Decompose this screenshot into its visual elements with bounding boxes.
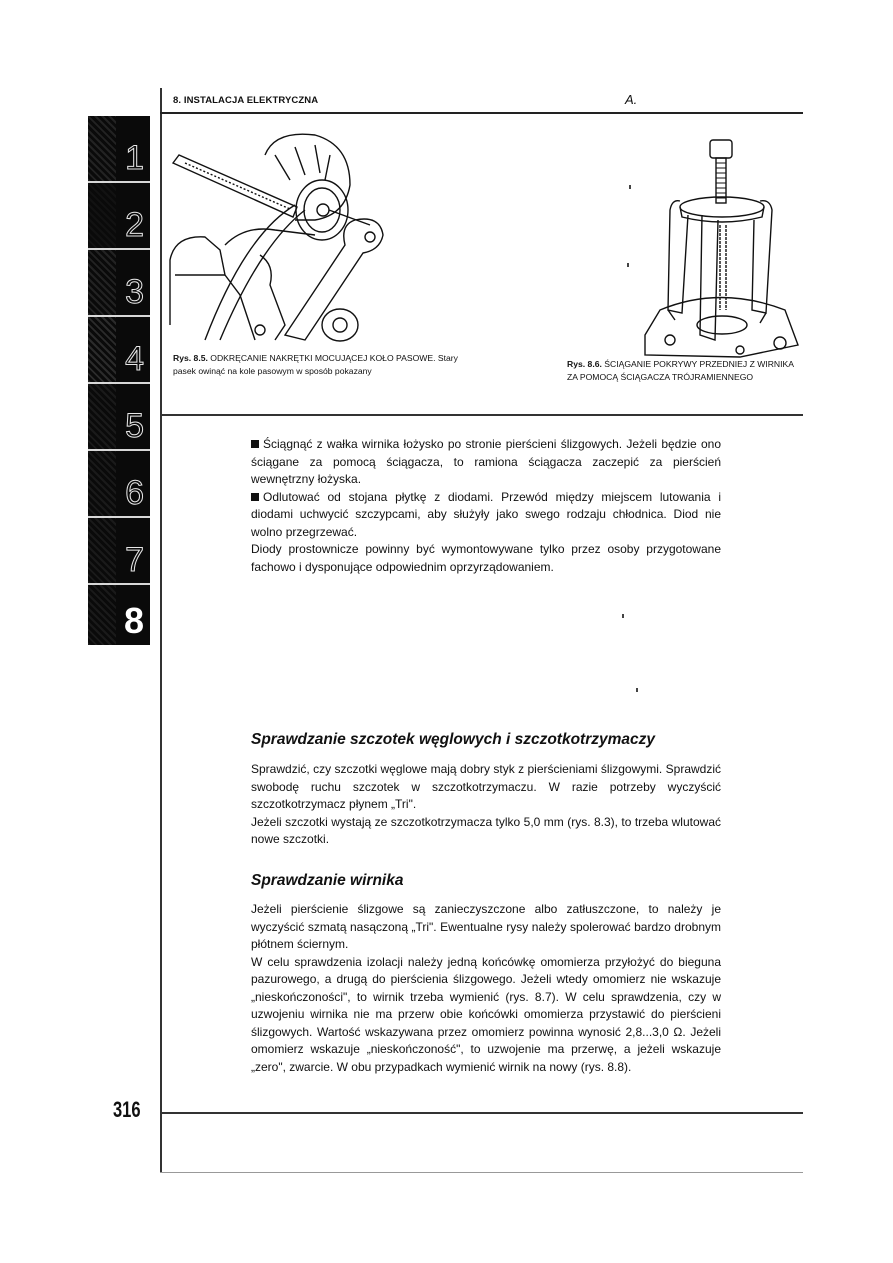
page-number: 316 [113,1097,141,1122]
section-paragraph: W celu sprawdzenia izolacji należy jedną końcówkę omomierza przyłożyć do bieguna pazurowego, a drugą do pierścienia ślizgowego. Jeżeli wtedy omomierz nie wskazuje „nieskończoności", to wirnik trzeba wymienić (rys. 8.7). W celu sprawdzenia, czy w uzwojeniu wirnika nie ma przerw obie końcówki omomierza przystawić do pierścieni ślizgowych. Wartość wskazywana przez omomierz powinna wynosić 2,8...3,0 Ω. Jeżeli omomierz wskazuje „nieskończoność", to uzwojenie ma przerwę, a jeżeli wskazuje „zero", zwarcie. W obu przypadkach wymienić wirnik na nowy (rys. 8.8). [251,954,721,1074]
chapter-tab-8-active[interactable] [88,585,150,645]
chapter-tab-strip [88,116,150,645]
chapter-tab-1[interactable] [88,116,150,183]
chapter-tab-4[interactable] [88,317,150,384]
section-paragraph: Sprawdzić, czy szczotki węglowe mają dobry styk z pierścieniami ślizgowymi. Sprawdzić swobodę ruchu szczotek w szczotkotrzymaczu. W razie potrzeby wyczyścić szczotkotrzymacz płynem „Tri". [251,762,721,811]
chapter-tab-number: 5 [125,407,144,445]
section-rotor-body [251,901,721,1076]
section-paragraph: Jeżeli pierścienie ślizgowe są zanieczyszczone albo zatłuszczone, to należy je wyczyścić szmatą nasączoną „Tri". Ewentualne rysy należy spolerować bardzo drobnym płótnem ściernym. [251,902,721,951]
tab-texture [88,183,116,248]
chapter-tab-7[interactable] [88,518,150,585]
chapter-tab-number: 7 [125,541,144,579]
chapter-tab-number: 8 [123,600,144,641]
bullet-square-icon [251,493,259,501]
footer-rule [160,1112,803,1114]
header-rule [160,112,803,114]
figure-8-6-illustration [640,135,800,360]
chapter-tab-5[interactable] [88,384,150,451]
chapter-tab-3[interactable] [88,250,150,317]
intro-text-block [251,436,721,576]
chapter-tab-number: 2 [125,206,144,244]
page-left-rule [160,88,162,1173]
page-bottom-rule [160,1172,803,1173]
figure-caption-caps: ŚCIĄGANIE POKRYWY PRZEDNIEJ Z WIRNIKA ZA POMOCĄ ŚCIĄGACZA TRÓJRAMIENNEGO [567,359,794,382]
paragraph-text: Diody prostownicze powinny być wymontowywane tylko przez osoby przygotowane fachowo i dysponujące odpowiednim oprzyrządowaniem. [251,542,721,574]
tab-texture [88,585,116,645]
figures-separator-rule [160,414,803,416]
intro-paragraph-3 [251,541,721,576]
chapter-tab-6[interactable] [88,451,150,518]
corner-mark: A. [625,92,638,107]
figure-8-6-caption [567,358,797,384]
section-brushes-body [251,761,721,849]
paragraph-text: Ściągnąć z wałka wirnika łożysko po stronie pierścieni ślizgowych. Jeżeli będzie ono ściągane za pomocą ściągacza, to ramiona ściągacza zaczepić za pierścień wewnętrzny łożyska. [251,437,721,486]
figure-label: Rys. 8.5. [173,353,208,363]
tab-texture [88,451,116,516]
tab-texture [88,384,116,449]
figure-caption-caps: ODKRĘCANIE NAKRĘTKI MOCUJĄCEJ KOŁO PASOWE. [210,353,436,363]
section-title-rotor: Sprawdzanie wirnika [251,872,404,889]
scan-artifact [629,185,631,189]
figure-8-5-illustration [165,125,395,345]
chapter-tab-number: 6 [125,474,144,512]
figure-label: Rys. 8.6. [567,359,602,369]
scan-artifact [622,614,624,618]
tab-texture [88,518,116,583]
figure-8-5-caption [173,352,463,378]
tab-texture [88,116,116,181]
chapter-tab-2[interactable] [88,183,150,250]
chapter-tab-number: 3 [125,273,144,311]
intro-paragraph-2 [251,489,721,542]
figure-caption-text: Stary pasek owinąć na kole pasowym w sposób pokazany [173,353,458,376]
bullet-square-icon [251,440,259,448]
paragraph-text: Odlutować od stojana płytkę z diodami. Przewód między miejscem lutowania i diodami uchwycić szczypcami, aby służyły jako swego rodzaju chłodnica. Diod nie wolno przegrzewać. [251,489,721,539]
tab-texture [88,317,116,382]
scan-artifact [627,263,629,267]
scan-artifact [636,688,638,692]
tab-texture [88,250,116,315]
section-title-brushes: Sprawdzanie szczotek węglowych i szczotkotrzymaczy [251,731,655,748]
chapter-tab-number: 1 [125,139,144,177]
intro-paragraph-1 [251,436,721,489]
chapter-header-title: 8. INSTALACJA ELEKTRYCZNA [173,95,319,106]
section-paragraph: Jeżeli szczotki wystają ze szczotkotrzymacza tylko 5,0 mm (rys. 8.3), to trzeba wlutować nowe szczotki. [251,814,721,846]
chapter-tab-number: 4 [125,340,144,378]
